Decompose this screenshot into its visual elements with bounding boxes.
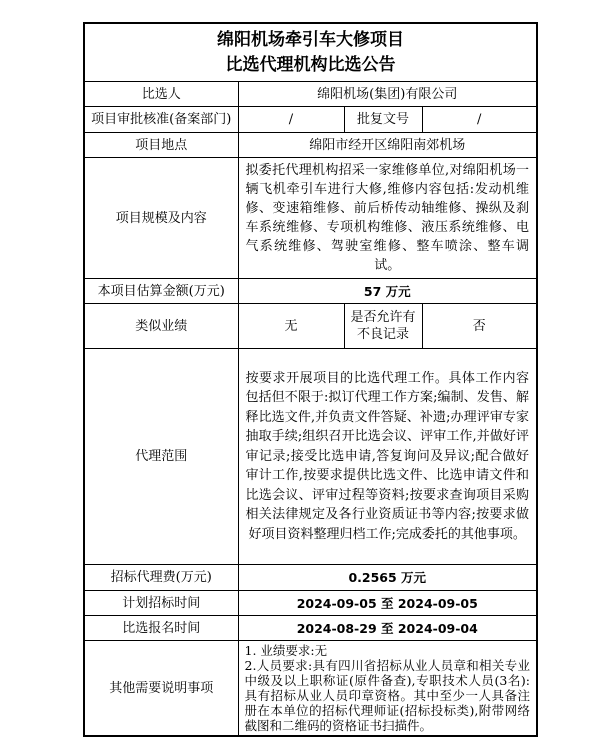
- location-value: 绵阳市经开区绵阳南郊机场: [238, 133, 537, 158]
- signup-time-label: 比选报名时间: [84, 616, 238, 641]
- row-bidder: [84, 82, 537, 107]
- other-notes-item-2: 2.人员要求:具有四川省招标从业人员章和相关专业中级及以上职称证(原件备查),专职技术人员(3名):具有招标从业人员印章资格。其中至少一人具备注册在本单位的招标代理师证(招标投标类),附带网络截图和二维码的资格证书扫描件。: [244, 658, 530, 733]
- location-label: 项目地点: [84, 133, 238, 158]
- page-title-line2: 比选代理机构比选公告: [225, 54, 396, 75]
- project-scope-label: 项目规模及内容: [84, 158, 238, 279]
- bidder-value: 绵阳机场(集团)有限公司: [238, 82, 537, 107]
- agency-scope-label: 代理范围: [84, 349, 238, 565]
- other-notes-label: 其他需要说明事项: [84, 641, 238, 737]
- row-approval: [84, 107, 537, 133]
- row-location: [84, 133, 537, 158]
- signup-time-value: 2024-08-29 至 2024-09-04: [238, 616, 537, 641]
- approval-label: 项目审批核准(备案部门): [84, 107, 238, 133]
- performance-label: 类似业绩: [84, 304, 238, 349]
- row-agency-fee: [84, 565, 537, 591]
- row-agency-scope: [84, 349, 537, 565]
- row-title: [84, 23, 537, 82]
- estimate-value: 57 万元: [238, 279, 537, 304]
- bad-record-label: 是否允许有不良记录: [344, 304, 422, 349]
- other-notes-value: [238, 641, 537, 737]
- performance-value: 无: [238, 304, 344, 349]
- bidder-label: 比选人: [84, 82, 238, 107]
- row-estimate: [84, 279, 537, 304]
- tender-time-value: 2024-09-05 至 2024-09-05: [238, 591, 537, 616]
- estimate-label: 本项目估算金额(万元): [84, 279, 238, 304]
- row-signup-time: [84, 616, 537, 641]
- tender-time-label: 计划招标时间: [84, 591, 238, 616]
- agency-scope-value: 按要求开展项目的比选代理工作。具体工作内容包括但不限于:拟订代理工作方案;编制、发售、解释比选文件,并负责文件答疑、补遗;办理评审专家抽取手续;组织召开比选会议、评审工作,并做好评审记录;接受比选申请,答复询问及异议;配合做好审计工作,按要求提供比选文件、比选申请文件和比选会议、评审过程等资料;按要求查询项目采购相关法律规定及各行业资质证书等内容;按要求做好项目资料整理归档工作;完成委托的其他事项。: [238, 349, 537, 565]
- agency-fee-value: 0.2565 万元: [238, 565, 537, 591]
- project-scope-value: 拟委托代理机构招采一家维修单位,对绵阳机场一辆飞机牵引车进行大修,维修内容包括:发动机维修、变速箱维修、前后桥传动轴维修、操纵及刹车系统维修、专项机构维修、液压系统维修、电气系统维修、驾驶室维修、整车喷涂、整车调试。: [238, 158, 537, 279]
- row-performance: [84, 304, 537, 349]
- row-tender-time: [84, 591, 537, 616]
- page-title-line1: 绵阳机场牵引车大修项目: [217, 29, 404, 50]
- agency-fee-label: 招标代理费(万元): [84, 565, 238, 591]
- announcement-table: [83, 22, 538, 737]
- other-notes-item-1: 1. 业绩要求:无: [244, 643, 328, 658]
- approval-doc-value: /: [422, 107, 537, 133]
- approval-value: /: [238, 107, 344, 133]
- row-other-notes: [84, 641, 537, 737]
- page-title: [84, 23, 537, 82]
- bad-record-value: 否: [422, 304, 537, 349]
- row-project-scope: [84, 158, 537, 279]
- approval-doc-label: 批复文号: [344, 107, 422, 133]
